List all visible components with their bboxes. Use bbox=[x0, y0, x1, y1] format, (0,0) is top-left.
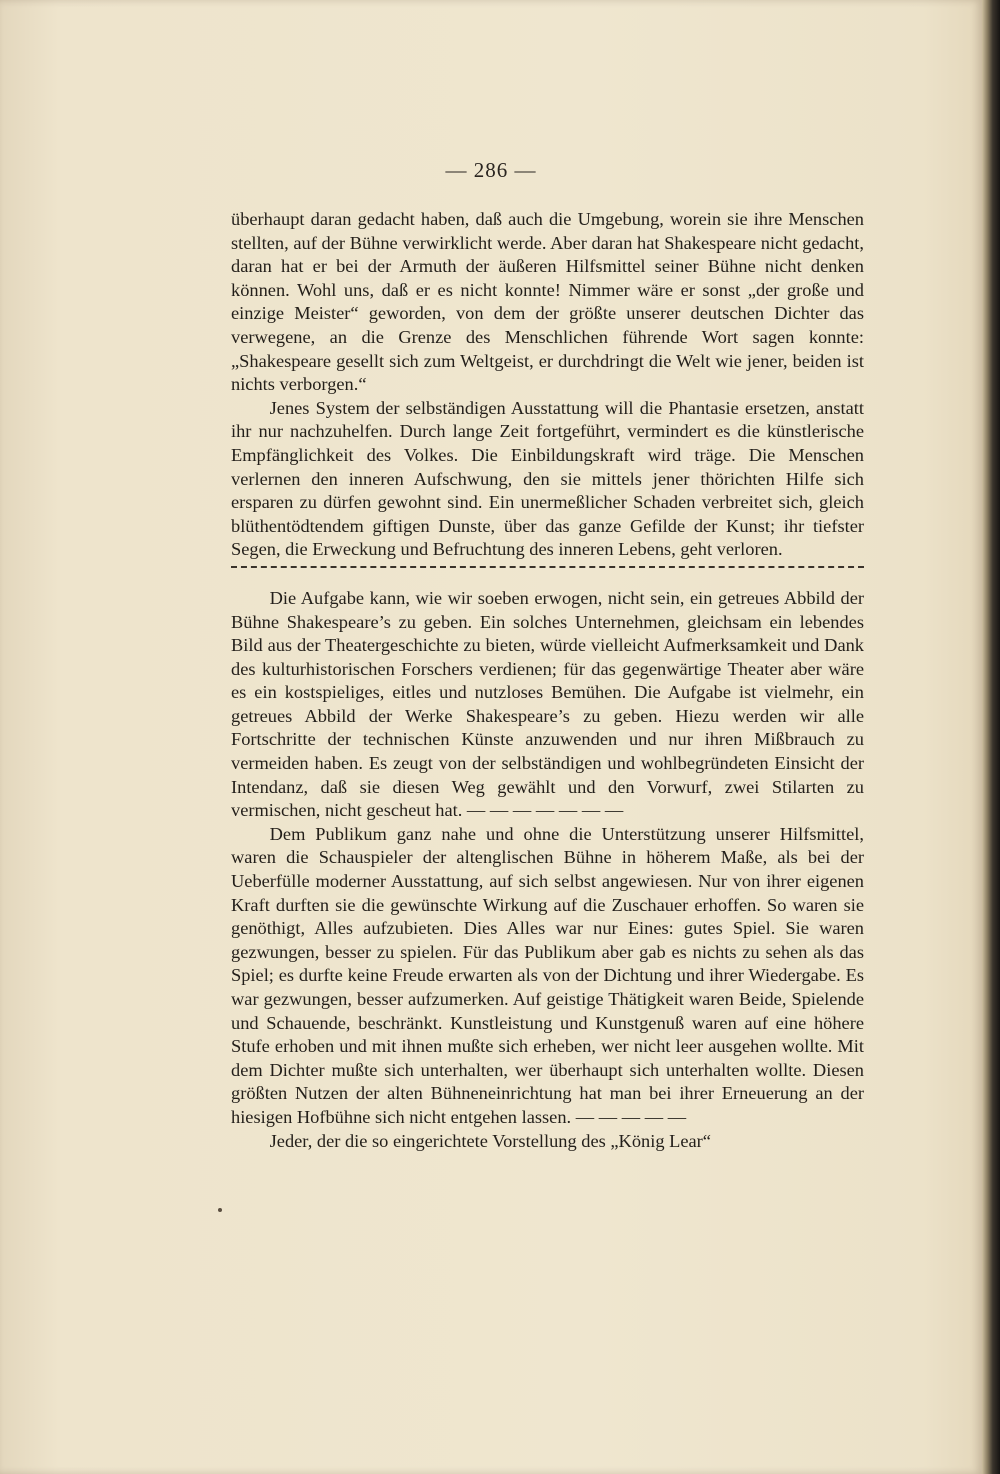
paragraph-5: Jeder, der die so eingerichtete Vorstellung des „König Lear“ bbox=[269, 1130, 711, 1151]
paragraph-1: überhaupt daran gedacht haben, daß auch die Umgebung, worein sie ihre Menschen stellten, auf der Bühne verwirklicht werde. Aber daran hat Shakespeare nicht gedacht, daran hat er bei der Armuth der äußeren Hilfsmittel seiner Bühne nicht denken können. Wohl uns, daß er es nicht konnte! Nimmer wäre er sonst „der große und einzige Meister“ geworden, von dem der größte unserer deutschen Dichter das verwegene, an die Grenze des Menschlichen führende Wort sagen konnte: „Shakespeare gesellt sich zum Weltgeist, er durchdringt die Welt wie jener, beiden ist nichts verborgen.“ bbox=[231, 209, 864, 395]
page-edge-shadow bbox=[982, 0, 1000, 1474]
paper-spot bbox=[218, 1208, 222, 1212]
paragraph-2: Jenes System der selbständigen Ausstattung will die Phantasie ersetzen, anstatt ihr nur nachzuhelfen. Durch lange Zeit fortgeführt, vermindert es die künstlerische Empfänglichkeit des Volkes. Die Einbildungskraft wird träge. Die Menschen verlernen den inneren Aufschwung, den sie mittels jener thörichten Hilfe sich ersparen zu dürfen gewohnt sind. Ein unermeßlicher Schaden verbreitet sich, gleich blüthentödtendem giftigen Dunste, über das ganze Gefilde der Kunst; ihr tiefster Segen, die Erweckung und Befruchtung des inneren Lebens, geht verloren. bbox=[231, 397, 864, 560]
page-number: — 286 — bbox=[445, 158, 537, 182]
paragraph-4: Dem Publikum ganz nahe und ohne die Unterstützung unserer Hilfsmittel, waren die Schauspieler der altenglischen Bühne in höherem Maße, als bei der Ueberfülle moderner Ausstattung, auf sich selbst angewiesen. Nur von ihrer eigenen Kraft durften sie die gewünschte Wirkung auf die Zuschauer erhoffen. So waren sie genöthigt, Alles aufzubieten. Dies Alles war nur Eines: gutes Spiel. Sie waren gezwungen, besser zu spielen. Für das Publikum aber gab es nichts zu sehen als das Spiel; es durfte keine Freude erwarten als von der Dichtung und ihrer Wiedergabe. Es war gezwungen, besser aufzumerken. Auf geistige Thätigkeit waren Beide, Spielende und Schauende, beschränkt. Kunstleistung und Kunstgenuß waren auf eine höhere Stufe erhoben und mit ihnen mußte sich erheben, wer nicht leer ausgehen wollte. Mit dem Dichter mußte sich unterhalten, wer überhaupt sich unterhalten wollte. Diesen größten Nutzen der alten Bühneneinrichtung hat man bei ihrer Erneuerung an der hiesigen Hofbühne sich nicht entgehen lassen. — — — — — bbox=[231, 823, 864, 1127]
body-text bbox=[231, 208, 864, 1153]
dashed-divider bbox=[231, 566, 864, 578]
paragraph-3: Die Aufgabe kann, wie wir soeben erwogen, nicht sein, ein getreues Abbild der Bühne Shakespeare’s zu geben. Ein solches Unternehmen, gleichsam ein lebendes Bild aus der Theatergeschichte zu bieten, würde vielleicht Aufmerksamkeit und Dank des kulturhistorischen Forschers verdienen; für das gegenwärtige Theater aber wäre es ein kostspieliges, eitles und nutzloses Bemühen. Die Aufgabe ist vielmehr, ein getreues Abbild der Werke Shakespeare’s zu geben. Hiezu werden wir alle Fortschritte der technischen Künste anzuwenden und nur ihren Mißbrauch zu vermeiden haben. Es zeugt von der selbständigen und wohlbegründeten Einsicht der Intendanz, daß sie diesen Weg gewählt und den Vorwurf, zwei Stilarten zu vermischen, nicht gescheut hat. — — — — — — — bbox=[231, 587, 864, 821]
